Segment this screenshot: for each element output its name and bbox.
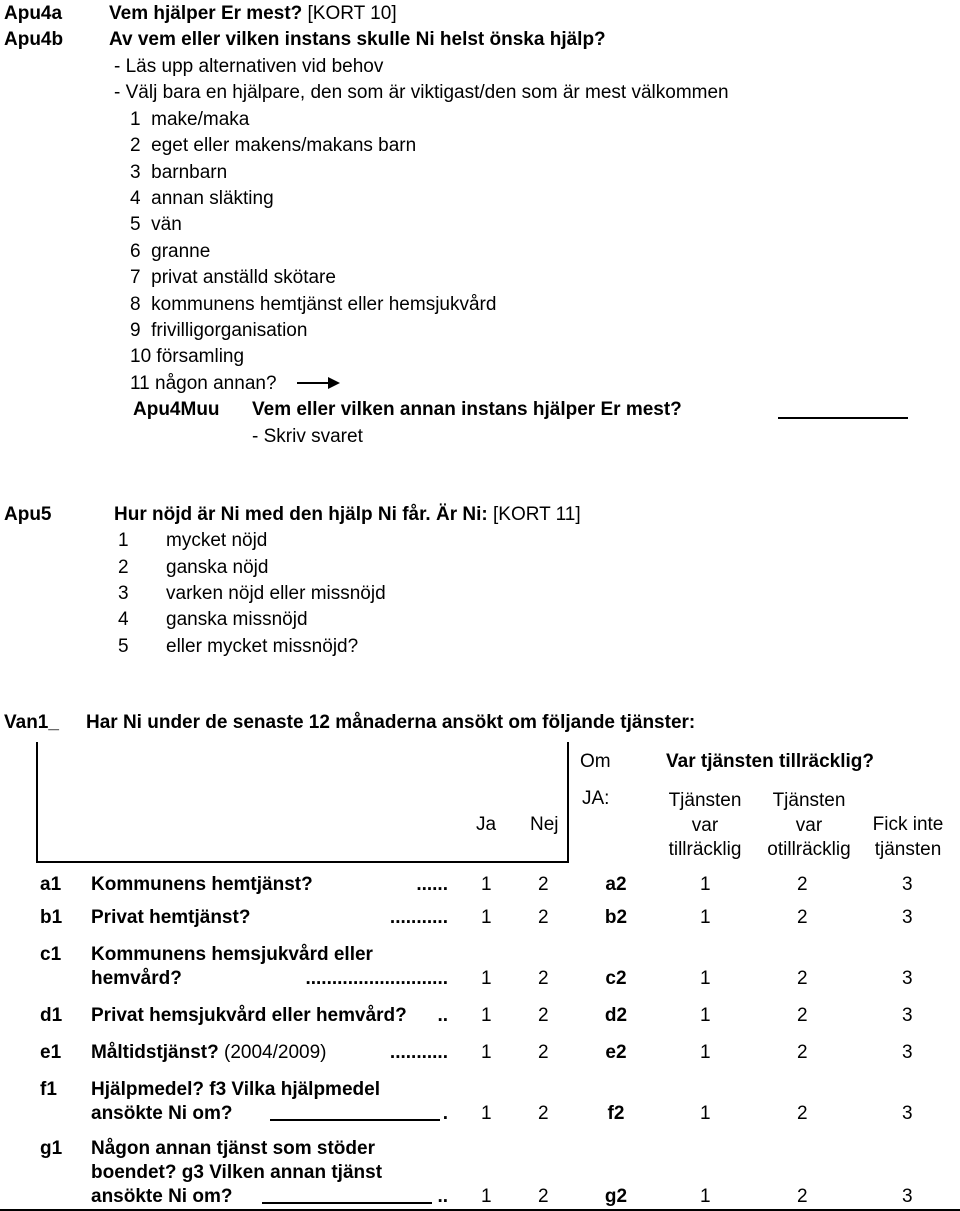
question-code-apu5: Apu5 — [4, 504, 52, 525]
header-col-sufficient — [650, 789, 760, 863]
answer-option: 9 frivilligorganisation — [130, 320, 308, 341]
answer-option-text: ganska missnöjd — [166, 609, 308, 630]
answer-not-received: 3 — [902, 1042, 913, 1063]
answer-ja: 1 — [481, 874, 492, 895]
header-line: Fick inte — [872, 814, 944, 835]
header-ja-colon: JA: — [582, 788, 610, 809]
answer-option-text: varken nöjd eller missnöjd — [166, 583, 386, 604]
row-label: ansökte Ni om? — [91, 1103, 233, 1124]
answer-not-received: 3 — [902, 874, 913, 895]
question-van1: Har Ni under de senaste 12 månaderna ansökt om följande tjänster: — [86, 712, 696, 733]
row-label: Någon annan tjänst som stöder — [91, 1138, 375, 1159]
answer-sufficient: 1 — [700, 968, 711, 989]
header-col-insufficient — [755, 789, 863, 863]
answer-option: 6 granne — [130, 241, 211, 262]
instruction-line: - Skriv svaret — [252, 426, 363, 447]
header-ja: Ja — [476, 814, 497, 835]
answer-blank-line — [270, 1119, 440, 1121]
answer-sufficient: 1 — [700, 1042, 711, 1063]
row-label — [91, 1043, 326, 1062]
answer-nej: 2 — [538, 874, 549, 895]
answer-option-number: 1 — [118, 530, 129, 551]
answer-option-text: eller mycket missnöjd? — [166, 636, 359, 657]
header-line: tillräcklig — [668, 839, 742, 860]
question-apu4a-text: Vem hjälper Er mest? — [109, 3, 303, 24]
row-code: f1 — [40, 1079, 57, 1100]
followup-code: d2 — [604, 1005, 628, 1026]
answer-nej: 2 — [538, 1186, 549, 1207]
row-label-bold: Måltidstjänst? — [91, 1042, 219, 1063]
answer-option: 7 privat anställd skötare — [130, 267, 336, 288]
question-code-apu4muu: Apu4Muu — [133, 399, 220, 420]
row-label: Privat hemsjukvård eller hemvård? — [91, 1005, 407, 1026]
answer-option: 10 församling — [130, 346, 245, 367]
header-sufficient-title: Var tjänsten tillräcklig? — [666, 751, 875, 772]
row-label: Hjälpmedel? f3 Vilka hjälpmedel — [91, 1079, 380, 1100]
followup-code: e2 — [605, 1042, 627, 1063]
row-label: boendet? g3 Vilken annan tjänst — [91, 1162, 383, 1183]
row-code: e1 — [40, 1042, 62, 1063]
followup-code: c2 — [605, 968, 627, 989]
row-label-years: (2004/2009) — [218, 1042, 327, 1063]
instruction-line: - Läs upp alternativen vid behov — [114, 56, 384, 77]
answer-not-received: 3 — [902, 1103, 913, 1124]
answer-option-text: ganska nöjd — [166, 557, 269, 578]
header-line: var — [795, 814, 823, 836]
followup-code: b2 — [604, 907, 628, 928]
table-header-bottom-border — [36, 861, 569, 863]
row-code: a1 — [40, 874, 62, 895]
answer-not-received: 3 — [902, 968, 913, 989]
answer-option: 8 kommunens hemtjänst eller hemsjukvård — [130, 294, 497, 315]
answer-blank-line — [778, 417, 908, 419]
answer-blank-line — [262, 1202, 432, 1204]
header-line: tjänsten — [874, 838, 942, 860]
row-code: c1 — [40, 944, 62, 965]
answer-nej: 2 — [538, 968, 549, 989]
header-line: Tjänsten — [772, 790, 846, 811]
row-leader: ........... — [389, 1042, 448, 1063]
followup-code: f2 — [607, 1103, 625, 1124]
answer-option-number: 5 — [118, 636, 129, 657]
answer-nej: 2 — [538, 907, 549, 928]
row-leader: . — [442, 1103, 448, 1124]
answer-sufficient: 1 — [700, 1005, 711, 1026]
followup-code: g2 — [604, 1186, 628, 1207]
header-line: var — [691, 814, 719, 836]
row-leader: ...... — [416, 874, 448, 895]
answer-sufficient: 1 — [700, 874, 711, 895]
answer-not-received: 3 — [902, 1186, 913, 1207]
question-code-van1: Van1_ — [4, 712, 59, 733]
answer-ja: 1 — [481, 968, 492, 989]
question-apu5-text: Hur nöjd är Ni med den hjälp Ni får. Är Ni: — [114, 504, 488, 525]
row-code: g1 — [40, 1138, 63, 1159]
answer-option-number: 4 — [118, 609, 129, 630]
answer-insufficient: 2 — [797, 874, 808, 895]
answer-ja: 1 — [481, 1103, 492, 1124]
answer-nej: 2 — [538, 1005, 549, 1026]
answer-option: 3 barnbarn — [130, 162, 228, 183]
instruction-line: - Välj bara en hjälpare, den som är viktigast/den som är mest välkommen — [114, 82, 729, 103]
answer-ja: 1 — [481, 1186, 492, 1207]
question-code-apu4b: Apu4b — [4, 29, 64, 50]
answer-not-received: 3 — [902, 907, 913, 928]
answer-insufficient: 2 — [797, 1103, 808, 1124]
answer-ja: 1 — [481, 1042, 492, 1063]
answer-option-number: 2 — [118, 557, 129, 578]
row-leader: ........... — [389, 907, 448, 928]
answer-insufficient: 2 — [797, 968, 808, 989]
card-reference: [KORT 11] — [487, 504, 581, 525]
row-leader: .. — [437, 1005, 448, 1026]
row-leader: .. — [437, 1186, 448, 1207]
answer-option: 11 någon annan? — [130, 373, 277, 394]
answer-sufficient: 1 — [700, 907, 711, 928]
question-code-apu4a: Apu4a — [4, 3, 63, 24]
answer-not-received: 3 — [902, 1005, 913, 1026]
header-nej: Nej — [530, 814, 559, 835]
answer-option: 4 annan släkting — [130, 188, 274, 209]
table-border-divider — [567, 742, 569, 862]
row-label: Kommunens hemtjänst? — [91, 874, 313, 895]
answer-option: 1 make/maka — [130, 109, 250, 130]
answer-insufficient: 2 — [797, 1005, 808, 1026]
row-label: hemvård? — [91, 968, 182, 989]
followup-code: a2 — [605, 874, 627, 895]
answer-nej: 2 — [538, 1042, 549, 1063]
question-apu4a — [109, 4, 397, 23]
answer-insufficient: 2 — [797, 907, 808, 928]
table-border-left — [36, 742, 38, 862]
header-line: Tjänsten — [668, 790, 742, 811]
question-apu4b: Av vem eller vilken instans skulle Ni helst önska hjälp? — [109, 29, 606, 50]
answer-insufficient: 2 — [797, 1186, 808, 1207]
answer-ja: 1 — [481, 1005, 492, 1026]
answer-nej: 2 — [538, 1103, 549, 1124]
card-reference: [KORT 10] — [302, 3, 397, 24]
answer-sufficient: 1 — [700, 1186, 711, 1207]
question-apu4muu: Vem eller vilken annan instans hjälper Er mest? — [252, 399, 682, 420]
row-label: Privat hemtjänst? — [91, 907, 251, 928]
arrow-right-icon — [296, 374, 342, 392]
row-leader: ........................... — [305, 968, 448, 989]
row-label: ansökte Ni om? — [91, 1186, 233, 1207]
answer-insufficient: 2 — [797, 1042, 808, 1063]
row-code: b1 — [40, 907, 63, 928]
header-om: Om — [580, 751, 611, 772]
answer-sufficient: 1 — [700, 1103, 711, 1124]
row-code: d1 — [40, 1005, 63, 1026]
row-label: Kommunens hemsjukvård eller — [91, 944, 373, 965]
answer-option-number: 3 — [118, 583, 129, 604]
header-line: otillräcklig — [767, 839, 851, 860]
answer-option: 5 vän — [130, 214, 182, 235]
question-apu5 — [114, 505, 581, 524]
header-col-not-received — [858, 813, 958, 862]
answer-option-text: mycket nöjd — [166, 530, 268, 551]
answer-option: 2 eget eller makens/makans barn — [130, 135, 417, 156]
answer-ja: 1 — [481, 907, 492, 928]
